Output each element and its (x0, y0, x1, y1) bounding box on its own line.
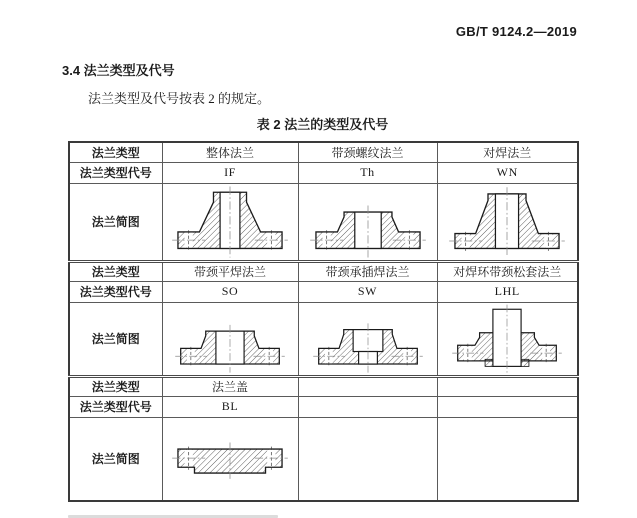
sketch-cell (162, 417, 298, 501)
code-cell: IF (162, 162, 298, 183)
sketch-cell-empty (437, 417, 578, 501)
threaded-flange-diagram-icon (306, 184, 430, 260)
socket-weld-flange-diagram-icon (308, 303, 428, 375)
row-label-type: 法兰类型 (69, 142, 162, 162)
table-row (69, 376, 578, 396)
sketch-cell-empty (298, 417, 437, 501)
row-label-type: 法兰类型 (69, 376, 162, 396)
weld-neck-flange-diagram-icon (445, 184, 569, 260)
table-row (69, 281, 578, 302)
type-cell: 带颈螺纹法兰 (298, 142, 437, 162)
table-row (69, 183, 578, 261)
sketch-cell (298, 183, 437, 261)
slip-on-flange-diagram-icon (170, 303, 290, 375)
code-cell: SO (162, 281, 298, 302)
table-row (69, 417, 578, 501)
type-cell: 带颈承插焊法兰 (298, 261, 437, 281)
row-label-sketch: 法兰简图 (69, 417, 162, 501)
type-cell: 整体法兰 (162, 142, 298, 162)
table-caption: 表 2 法兰的类型及代号 (256, 117, 389, 132)
row-label-code: 法兰类型代号 (69, 162, 162, 183)
row-label-type: 法兰类型 (69, 261, 162, 281)
table-row (69, 302, 578, 376)
lapped-loose-flange-diagram-icon (447, 303, 567, 375)
row-label-sketch: 法兰简图 (69, 183, 162, 261)
type-cell: 对焊法兰 (437, 142, 578, 162)
section-heading: 3.4 法兰类型及代号 (62, 63, 175, 78)
code-cell (437, 396, 578, 417)
table-row (69, 396, 578, 417)
type-cell: 对焊环带颈松套法兰 (437, 261, 578, 281)
type-cell: 法兰盖 (162, 376, 298, 396)
code-cell: SW (298, 281, 437, 302)
blind-flange-diagram-icon (168, 421, 292, 497)
table-row (69, 142, 578, 162)
sketch-cell (298, 302, 437, 376)
row-label-sketch: 法兰简图 (69, 302, 162, 376)
type-cell: 带颈平焊法兰 (162, 261, 298, 281)
sketch-cell (437, 302, 578, 376)
body-paragraph: 法兰类型及代号按表 2 的规定。 (88, 91, 271, 106)
integral-flange-diagram-icon (168, 184, 292, 260)
standard-number: GB/T 9124.2—2019 (455, 24, 577, 39)
code-cell (298, 396, 437, 417)
sketch-cell (162, 183, 298, 261)
code-cell: WN (437, 162, 578, 183)
table-row (69, 261, 578, 281)
sketch-cell (162, 302, 298, 376)
code-cell: LHL (437, 281, 578, 302)
code-cell: Th (298, 162, 437, 183)
row-label-code: 法兰类型代号 (69, 396, 162, 417)
type-cell (298, 376, 437, 396)
table-row (69, 162, 578, 183)
code-cell: BL (162, 396, 298, 417)
type-cell (437, 376, 578, 396)
flange-type-table (68, 141, 579, 502)
row-label-code: 法兰类型代号 (69, 281, 162, 302)
sketch-cell (437, 183, 578, 261)
